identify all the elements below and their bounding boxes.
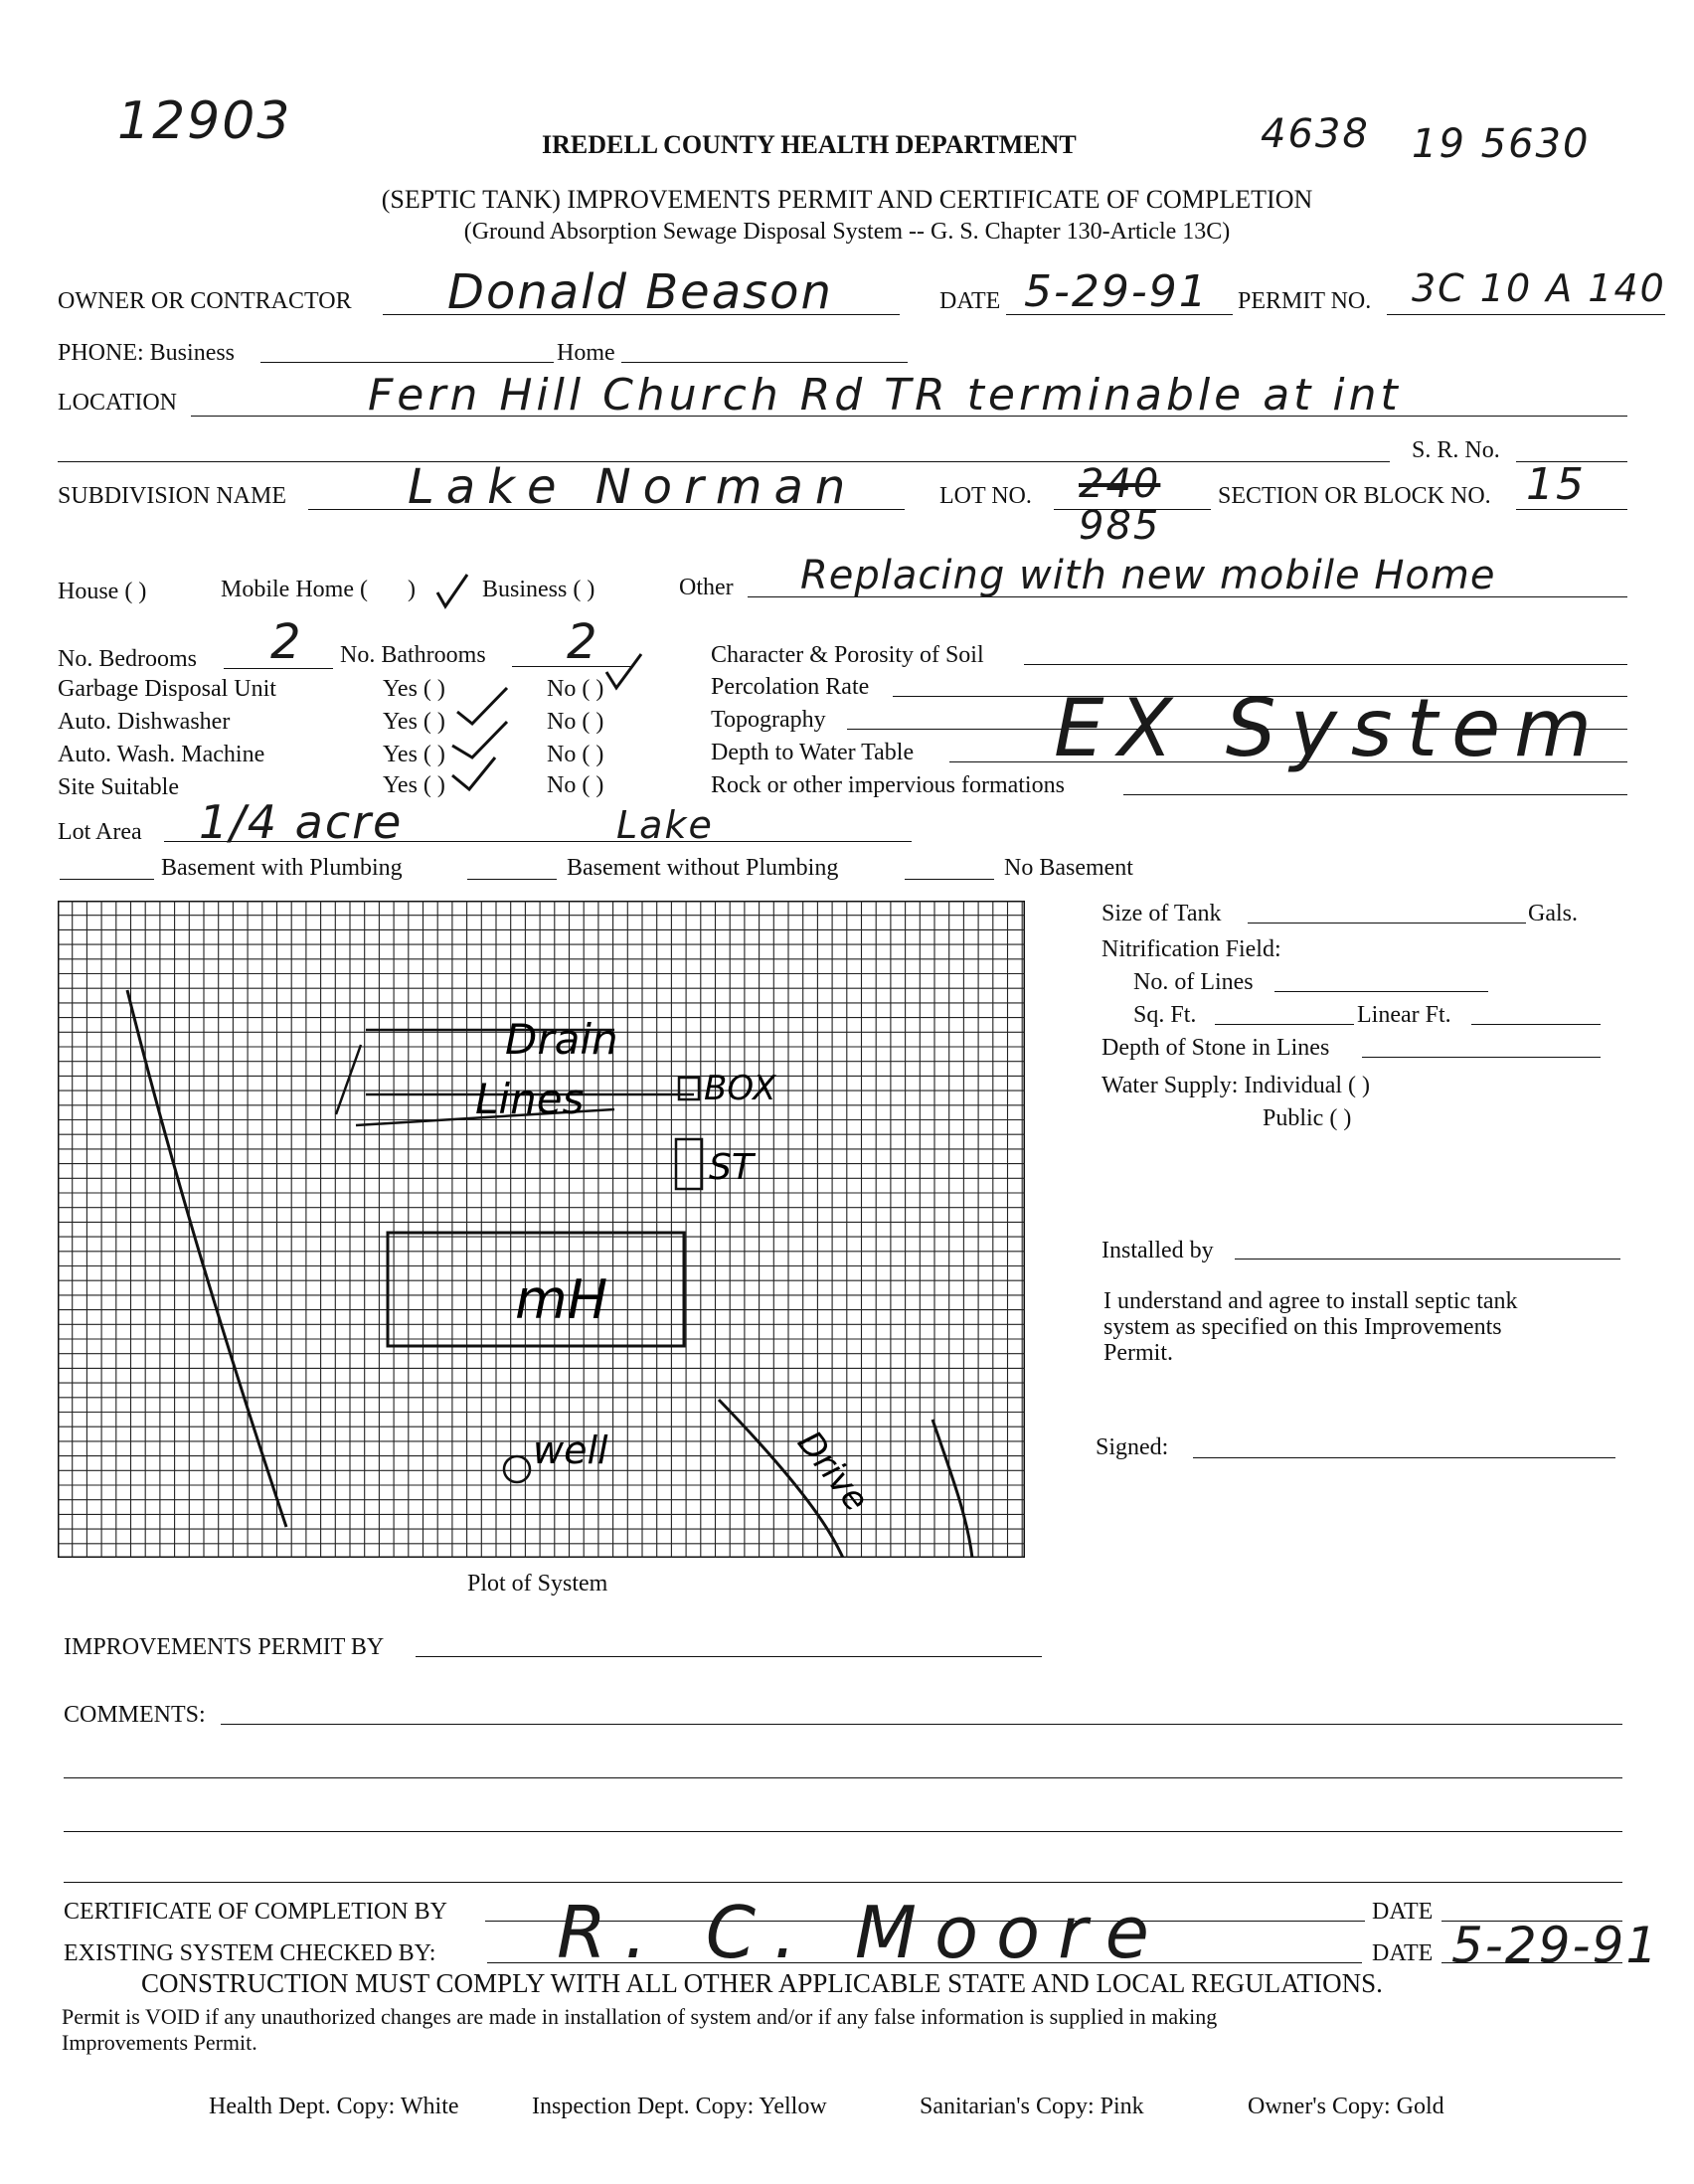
dishwasher-label: Auto. Dishwasher xyxy=(58,709,231,735)
stone-depth-line xyxy=(1362,1057,1601,1058)
tank-gals-label: Gals. xyxy=(1528,901,1578,926)
tank-size-line xyxy=(1248,923,1526,924)
plot-grid[interactable] xyxy=(58,901,1025,1558)
wash-machine-label: Auto. Wash. Machine xyxy=(58,742,265,767)
plot-label-box: BOX xyxy=(704,1069,776,1108)
location-label: LOCATION xyxy=(58,390,177,416)
other-value[interactable]: Replacing with new mobile Home xyxy=(800,553,1496,598)
water-table-label: Depth to Water Table xyxy=(711,740,915,765)
basement-with-label: Basement with Plumbing xyxy=(161,855,403,881)
compliance-notice: CONSTRUCTION MUST COMPLY WITH ALL OTHER APPLICABLE STATE AND LOCAL REGULATIONS. xyxy=(141,1968,1383,1998)
copy-health: Health Dept. Copy: White xyxy=(209,2094,459,2119)
business-option[interactable]: Business ( ) xyxy=(482,577,595,602)
comments-line-4 xyxy=(64,1882,1622,1883)
mobile-home-close: ) xyxy=(408,577,416,602)
rock-line xyxy=(1123,794,1627,795)
mobile-home-option[interactable]: Mobile Home ( xyxy=(221,577,368,602)
plot-label-drive: Drive xyxy=(789,1424,877,1520)
stone-depth-label: Depth of Stone in Lines xyxy=(1101,1035,1330,1061)
rock-label: Rock or other impervious formations xyxy=(711,772,1065,798)
permit-by-label: IMPROVEMENTS PERMIT BY xyxy=(64,1634,385,1660)
subdivision-value[interactable]: Lake Norman xyxy=(408,459,858,515)
location-value[interactable]: Fern Hill Church Rd TR terminable at int xyxy=(368,370,1402,420)
plot-label-well: well xyxy=(533,1428,608,1472)
date-value[interactable]: 5-29-91 xyxy=(1024,266,1209,317)
handwritten-file-number: 12903 xyxy=(117,91,292,151)
linear-ft-label: Linear Ft. xyxy=(1357,1002,1451,1028)
existing-signature[interactable]: R. C. Moore xyxy=(557,1891,1167,1974)
garbage-disposal-no[interactable]: No ( ) xyxy=(547,676,604,702)
comments-line-1 xyxy=(221,1724,1622,1725)
subdivision-label: SUBDIVISION NAME xyxy=(58,483,287,509)
tank-size-label: Size of Tank xyxy=(1101,901,1222,926)
existing-date-value[interactable]: 5-29-91 xyxy=(1451,1917,1660,1974)
existing-checked-label: EXISTING SYSTEM CHECKED BY: xyxy=(64,1940,436,1966)
phone-business-line xyxy=(260,362,554,363)
bedrooms-value[interactable]: 2 xyxy=(270,614,303,670)
void-notice-2: Improvements Permit. xyxy=(62,2030,257,2055)
dishwasher-no[interactable]: No ( ) xyxy=(547,709,604,735)
site-suitable-no[interactable]: No ( ) xyxy=(547,772,604,798)
lot-area-value-2[interactable]: Lake xyxy=(616,803,714,847)
permit-no-value[interactable]: 3C 10 A 140 xyxy=(1412,266,1666,310)
installed-by-line xyxy=(1235,1259,1620,1260)
topography-label: Topography xyxy=(711,707,826,733)
comments-line-2 xyxy=(64,1777,1622,1778)
check-marks xyxy=(378,537,696,805)
certificate-label: CERTIFICATE OF COMPLETION BY xyxy=(64,1899,447,1925)
section-value[interactable]: 15 xyxy=(1526,459,1586,510)
lot-no-value-2[interactable]: 985 xyxy=(1079,503,1161,549)
phone-business-label: PHONE: Business xyxy=(58,340,236,366)
no-basement-label: No Basement xyxy=(1004,855,1133,881)
site-suitable-yes[interactable]: Yes ( ) xyxy=(383,772,445,798)
sqft-label: Sq. Ft. xyxy=(1133,1002,1197,1028)
owner-label: OWNER OR CONTRACTOR xyxy=(58,288,352,314)
lot-area-label: Lot Area xyxy=(58,819,142,845)
installed-by-label: Installed by xyxy=(1101,1238,1214,1263)
soil-handwritten[interactable]: EX System xyxy=(1054,682,1607,774)
nitrification-label: Nitrification Field: xyxy=(1101,936,1281,962)
phone-home-label: Home xyxy=(557,340,615,366)
garbage-disposal-label: Garbage Disposal Unit xyxy=(58,676,276,702)
signed-line xyxy=(1193,1457,1615,1458)
void-notice-1: Permit is VOID if any unauthorized changes are made in installation of system and/or if any false information is supplied in making xyxy=(62,2004,1218,2029)
linear-ft-line xyxy=(1471,1024,1601,1025)
permit-by-line xyxy=(416,1656,1042,1657)
lot-area-value[interactable]: 1/4 acre xyxy=(199,795,404,849)
wash-machine-no[interactable]: No ( ) xyxy=(547,742,604,767)
soil-character-line xyxy=(1024,664,1627,665)
bathrooms-value[interactable]: 2 xyxy=(567,614,599,670)
permit-title: (SEPTIC TANK) IMPROVEMENTS PERMIT AND CERTIFICATE OF COMPLETION xyxy=(381,185,1313,214)
comments-label: COMMENTS: xyxy=(64,1702,206,1728)
dishwasher-yes[interactable]: Yes ( ) xyxy=(383,709,445,735)
no-basement-line xyxy=(905,879,994,880)
garbage-disposal-yes[interactable]: Yes ( ) xyxy=(383,676,445,702)
agreement-line-3: Permit. xyxy=(1103,1340,1173,1366)
basement-without-line xyxy=(467,879,557,880)
agreement-line-2: system as specified on this Improvements xyxy=(1103,1314,1502,1340)
basement-with-line xyxy=(60,879,154,880)
owner-value[interactable]: Donald Beason xyxy=(447,264,833,320)
permit-no-label: PERMIT NO. xyxy=(1238,288,1372,314)
basement-without-label: Basement without Plumbing xyxy=(567,855,839,881)
water-supply-individual[interactable]: Water Supply: Individual ( ) xyxy=(1101,1073,1371,1098)
wash-machine-yes[interactable]: Yes ( ) xyxy=(383,742,445,767)
signed-label: Signed: xyxy=(1096,1434,1169,1460)
copy-owner: Owner's Copy: Gold xyxy=(1248,2094,1444,2119)
bathrooms-label: No. Bathrooms xyxy=(340,642,486,668)
sqft-line xyxy=(1215,1024,1354,1025)
certificate-date-label: DATE xyxy=(1372,1899,1434,1925)
other-label: Other xyxy=(679,575,734,600)
plot-label-lines: Lines xyxy=(475,1075,585,1123)
handwritten-ref-b: 19 5630 xyxy=(1412,121,1591,167)
sr-no-label: S. R. No. xyxy=(1412,437,1500,463)
existing-date-label: DATE xyxy=(1372,1940,1434,1966)
copy-sanitarian: Sanitarian's Copy: Pink xyxy=(920,2094,1144,2119)
section-label: SECTION OR BLOCK NO. xyxy=(1218,483,1491,509)
agreement-line-1: I understand and agree to install septic tank xyxy=(1103,1288,1518,1314)
phone-home-line xyxy=(621,362,908,363)
lines-label: No. of Lines xyxy=(1133,969,1254,995)
department-title: IREDELL COUNTY HEALTH DEPARTMENT xyxy=(542,130,1077,159)
site-suitable-label: Site Suitable xyxy=(58,774,179,800)
house-option[interactable]: House ( ) xyxy=(58,579,147,604)
copy-inspection: Inspection Dept. Copy: Yellow xyxy=(532,2094,827,2119)
lot-no-label: LOT NO. xyxy=(939,483,1032,509)
lot-no-value[interactable]: 240 xyxy=(1079,461,1161,507)
comments-line-3 xyxy=(64,1831,1622,1832)
soil-character-label: Character & Porosity of Soil xyxy=(711,642,984,668)
lines-line xyxy=(1274,991,1488,992)
percolation-label: Percolation Rate xyxy=(711,674,870,700)
plot-label-mh: mH xyxy=(515,1268,608,1331)
permit-no-line xyxy=(1387,314,1665,315)
date-label: DATE xyxy=(939,288,1001,314)
plot-label-st: ST xyxy=(709,1147,754,1188)
water-supply-public[interactable]: Public ( ) xyxy=(1263,1105,1352,1131)
handwritten-ref-a: 4638 xyxy=(1261,111,1370,157)
permit-subtitle: (Ground Absorption Sewage Disposal System -- G. S. Chapter 130-Article 13C) xyxy=(463,219,1231,245)
bedrooms-label: No. Bedrooms xyxy=(58,646,197,672)
plot-label-drain: Drain xyxy=(505,1015,618,1064)
plot-caption: Plot of System xyxy=(467,1571,608,1596)
